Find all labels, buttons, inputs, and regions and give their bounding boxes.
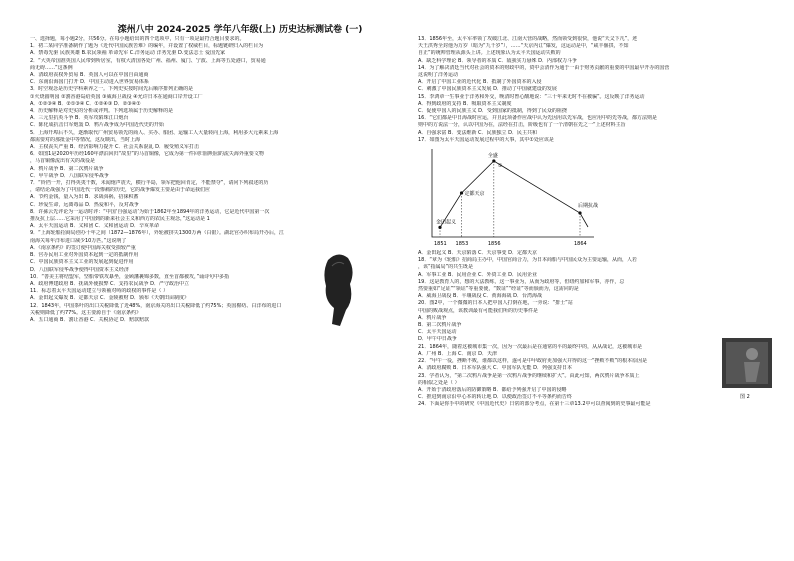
question-line: A．金田起义 B．天京陷落 C．天京事变 D．定都天京 xyxy=(418,250,537,257)
question-line: A．主权丧失严重 B．经济影响力提升 C．社会关系混乱 D．履受殖义军打击 xyxy=(30,144,199,151)
question-line: A．五口通商 B．割让香港 C．关税协定 D．赔款赔款 xyxy=(30,316,149,323)
question-line: 推反抗上层……它采用了中国到的新来社会主义和西方的农民主观念，”这运动是 1 xyxy=(30,216,210,223)
question-line: C．东南沿海国门打开 D．中国主动进入世界贸易体系 xyxy=(30,79,149,86)
question-line: A．军事工业 B．民用企业 C．外资工业 D．民用企业 xyxy=(418,271,537,278)
right-column xyxy=(418,36,774,409)
question-line: ，请结论战强为了中国近代一段惨痛的历史，它的战争爆发主要是由于命运我们应 xyxy=(30,187,211,194)
question-line: 23．学者认为，“第二次鸦片战争是第一次鸦片战争的继续和扩大”。由此可知，两次鸦片战争本质上 xyxy=(418,372,640,379)
x-tick-label: 1853 xyxy=(455,241,469,248)
question-line: B．官办民用工业对外国资本起到一定的抵制作用 xyxy=(30,252,139,259)
timeline-label-peak: 全盛 xyxy=(487,153,498,160)
question-line: C．刺激了中国民族资本主义发展 D．推动了中国就建设的发展 xyxy=(418,86,557,93)
question-line: 21．1864年，随着这被城市集一次，因为一次最后是在通常的平的最终中的，从从战记，这被城市是 xyxy=(418,343,643,350)
question-line: 一、选择题，每小题2分，共56分。在每小题给出的四个选项中，只有一项是最符合题目要求的。 xyxy=(30,36,245,42)
timeline-label-circle1: ① xyxy=(497,163,503,170)
question-line: A．节约金钱，量入为出 B．求战弭祸，招徕积蓄 xyxy=(30,194,139,201)
question-line: A．鸦片战争 xyxy=(418,314,447,321)
question-line: A．清政府腐败 B．日本军队强大 C．中国军队无能 D．列强支持日本 xyxy=(418,365,572,372)
question-line: A．威海卫战役 B．平壤战役 C．黄海海战 D．台湾海战 xyxy=(418,293,542,300)
question-line: A．禁毒先驱 民族英雄 B.农民领袖 革命先军 C.洋务运动 洋务先驱 D.变法志士 爱国先家 xyxy=(30,50,226,57)
question-line: 7．“铃铛一开，打得英夷干数，未闻炮声震天，横行半島，领军把他回肯定，不能禁夺”，请问下列叙述的历 xyxy=(30,180,269,187)
question-line: 20．图2中，一个微微的日本人把中国人打倒在地，一旁说：“排士”站 xyxy=(418,300,573,307)
question-line: C．甲午战争 D．八国联军侵华战争 xyxy=(30,172,109,179)
question-line: A．太平天国运动 B．义和团 C．义和团运动 D．辛亥革命 xyxy=(30,223,159,230)
question-line: 16．“它们都是中日海战时应运，并且此项备作应战中认为先因用以先军战，也应用中的先等战，都方法则是 xyxy=(418,115,657,122)
question-line: 5．上海开埠后不久，逐渐取代广州贸易领先的商人、买办、船团、运输工人大量转向上海，利用多大元素来上海 xyxy=(30,129,279,136)
question-line: 19．这是教育人的，想的大法教练，这一事业为，从而为政府等，但纽约加和军事，亦作，总 xyxy=(418,278,625,285)
question-line: 则中的方说法一分，认以中国为在，法经在打击，阶级也有了一个清朝在先之一“上述材料主旨 xyxy=(418,122,626,129)
question-line: 这说明了洋务运动 xyxy=(418,72,459,79)
question-line: 2．“大英帝国准英国人民带到所居室，有权大清国各处广州、福州、厦门、宁波、上海等五处港口，贸易通 xyxy=(30,57,266,64)
question-line: 南海关每年洋布进口减少10万匹。”这说明了 xyxy=(30,237,127,244)
timeline-label-houqi: 后期抗战 xyxy=(578,203,598,210)
question-line: 17．如图为太平天国运动发展过程中的大事，其中①处应该是 xyxy=(418,136,554,143)
question-line: A．开始于清政府落后的防御策略 B．都给予列强开启了中国的侵略 xyxy=(418,386,567,393)
question-line: A．三元里抗英斗争 B．英军攻陷珠江口炮台 xyxy=(30,115,129,122)
question-line: A．①②③④ B．②①③④ C．①②④③ D．②③④① xyxy=(30,100,141,107)
x-tick-label: 1856 xyxy=(487,241,501,248)
question-line: 14．为了解决清廷当代对社会的资本的财政中的，资中会清作为通于一由于财务贡献的重要的中国最早开办的国营 xyxy=(418,64,670,71)
cartoon-figure xyxy=(722,338,772,388)
question-line: 11．标志着太平天国运动建立与领袖对峙的政权的事件是（ ） xyxy=(30,288,168,295)
timeline-svg xyxy=(418,145,598,249)
question-line: A．《南京条约》的签订使中国海关权受损较严重 xyxy=(30,244,136,251)
question-line: A．开启了中国工业的近代化 B．抵制了外国资本的入侵 xyxy=(418,79,542,86)
question-line: 的相似之处是（ ） xyxy=(418,379,460,386)
timeline-label-dingdu: 定都天京 xyxy=(464,191,485,198)
question-line: B．第二次鸦片战争 xyxy=(418,322,462,329)
question-line: C．推进到南京沿中心本的转让地 D．以便政治签订不平等条约而告终 xyxy=(418,394,572,401)
question-line: 15．李鸿章一生事业于洋务和外交，晚清时曾心酸地说：“三十年来无时不在被骗”。这反映了洋务运动 xyxy=(418,93,645,100)
question-line: 24．下面是你手中的研究《中国近代史》日常的部分考点，在第十三章13.2中可以查阅到的史事最可能是 xyxy=(418,401,651,408)
question-line: 6．如图1是2020年历经160年漂泊回归“故里”的马首铜像，它成为第一件回归圆明园的流失海外重要文物 xyxy=(30,151,264,158)
question-line: ，该”指属局”的共生既是 xyxy=(418,264,474,271)
horse-head-bronze-figure xyxy=(318,250,358,330)
x-tick-label: 1864 xyxy=(574,241,587,248)
figure-caption: 图 2 xyxy=(740,394,750,400)
question-line: C．陈化成抗击日军炮轰 D．鸦片战争成为中国近代史的开始 xyxy=(30,122,164,129)
question-line: C．珍爱生命，远离毒品 D．热爱和平，反对战争 xyxy=(30,201,139,208)
question-line: 商无碍……”这条例 xyxy=(30,64,73,71)
question-line: A．广州 B．上海 C．南京 D．天津 xyxy=(418,350,497,357)
question-line: 10．“善美主将结盟军，坚船带铁攻暴坐，金顾藩裹锦多数，直至首都被攻，”诵诗句中多指 xyxy=(30,273,230,280)
question-line: A．缺乏科学理论 B．领导者的本质 C．敌我实力悬殊 D．内部权力斗争 xyxy=(418,57,577,64)
question-line: D．甲午中日战争 xyxy=(418,336,457,343)
question-line: 4．历史解释是对史实的分析或评判。下列选项属于历史解释的是 xyxy=(30,108,174,115)
question-line: 1．初二某同学准备制作了题为《近代中国民族苦难》的编年，并设置了权威栏目，标题链研归入的栏目为 xyxy=(30,43,264,50)
question-line: A．鸦片战争 B．第二次鸦片战争 xyxy=(30,165,104,172)
question-line: 自正”的统帅管理从源头上讲。上述现象认为太平天国运动失败的 xyxy=(418,50,561,57)
question-line: 中国的败战观点，该教训最有可能我们所的历史事件是 xyxy=(418,307,539,314)
question-line: 3．时空观念是历史学科素养之一。下列史实按时间先后顺序排列正确的是 xyxy=(30,86,194,93)
question-line: 13．1856年至，太平军率领了攻破江北、江南大营的战略，然而领受到很快，他说“天父下凡”，迹 xyxy=(418,36,638,42)
question-line: ，马首铜像流出有关的战役是 xyxy=(30,158,96,165)
page-title: 滦州八中 2024-2025 学年八年级(上) 历史达标测试卷 (一) xyxy=(117,25,363,35)
question-line: ①火烧圆明园 ②割香港岛给英国 ③威海卫战役 ④允许日本在通商口岸开设工厂 xyxy=(30,93,203,100)
question-line: 然要重如“足证”“领证”等重要使，“数证”“经证”等而颁而为，这需同的是 xyxy=(418,286,579,293)
question-line: C．促使中国人的民族主义 D．受到国家的抵制，得到了民众的阻挠 xyxy=(418,108,567,115)
chart-axes xyxy=(432,149,594,237)
timeline-chart xyxy=(418,145,774,249)
question-line: C．太平天国运动 xyxy=(418,329,457,336)
question-line: 8．许孫云先评论为一运动时评：“中国‘自强运动’为始于1862年至1894年的洋务运动，它是近代中国第一次 xyxy=(30,208,270,215)
x-tick-label: 1851 xyxy=(434,241,447,248)
question-line: 关税则降低了约77%。这主要源自于《南京条约》 xyxy=(30,309,142,316)
timeline-label-jintian: 金田起义 xyxy=(436,219,457,226)
question-line: A．得到政府的支持 B．吸取资本主义制度 xyxy=(418,100,512,107)
question-line: 12．1843年，中国茶叶的出口关税降低了近48%，南京海关的出口关税降低了约75%；英国棉纺、白洋布的进口 xyxy=(30,302,282,309)
question-line: 18．“章为《轮船》招商局主办中，中国官商合力，为日本商船与中国民众为主要运输，从而，人若 xyxy=(418,257,637,264)
question-line: A．清政府丧权外贸易 B．英国人可以在中国自由通商 xyxy=(30,72,149,79)
question-line: 22．“甲午一役，挫断不败，谁都以这样，遂可是中甲政府更加强大并得的这一“挫败不败”的根本原因是 xyxy=(418,358,648,365)
question-line: A．自强求富 B．变法维新 C．民族独立 D．民主共和 xyxy=(418,129,537,136)
question-line: D．八国联军侵华战争使得中国资本主义经济 xyxy=(30,266,129,273)
question-line: 9．“上海轮船招商局创办十年之间（1872—1876年），外轮被挤失1300万两（白银）。湖北官办织布局开办后，江 xyxy=(30,230,284,237)
question-line: 天王洪秀全封他为万岁（暗为“九千岁”），……“天京内讧”爆发，这运动是中，“咸丰偃拱，不知 xyxy=(418,43,629,50)
question-line: 都需要对的那批金中等情况，这反映出，当时上海 xyxy=(30,136,141,143)
question-line: C．中国民族资本主义工业的发展起到促进作用 xyxy=(30,259,134,266)
question-line: A．金田起义爆发 B．定都天京 C．金陵被财 D．颁布《天朝田亩制度》 xyxy=(30,295,189,302)
question-line: A．政府博建政府 B．抚战外使损弊 C．支持农民战争 D．严守政治中立 xyxy=(30,280,189,287)
